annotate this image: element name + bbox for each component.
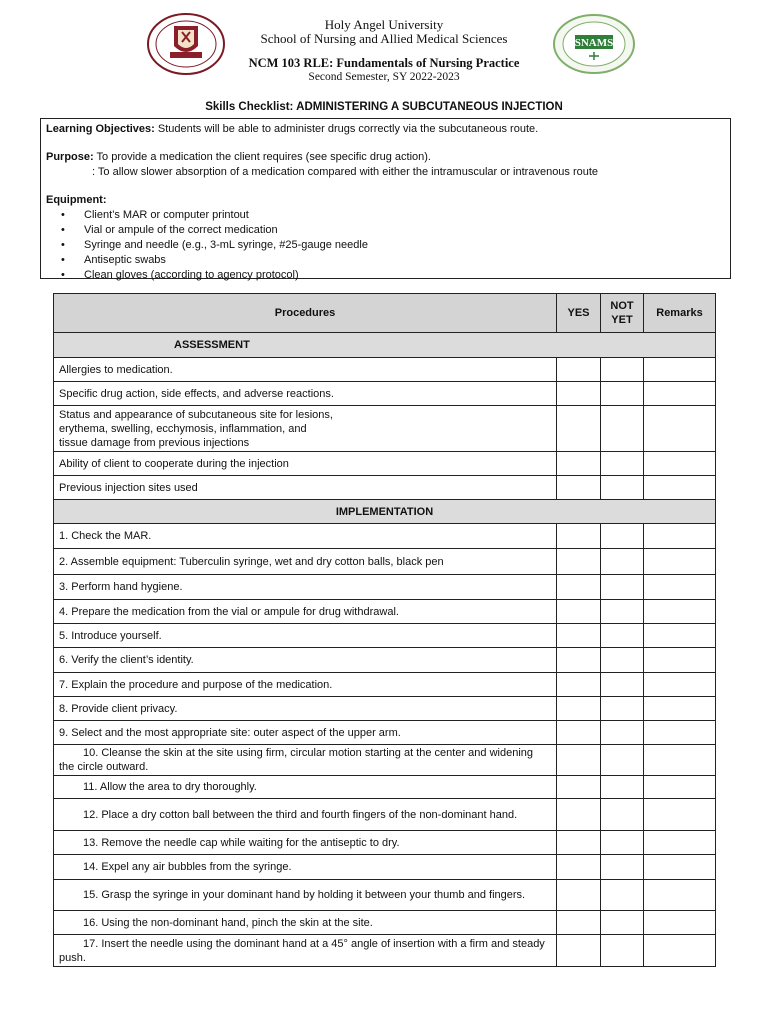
yes-cell[interactable] [557,697,601,721]
table-row [54,406,716,452]
table-row [54,524,716,549]
not-yet-cell[interactable] [601,549,644,575]
procedure-text: 5. Introduce yourself. [54,624,557,648]
remarks-cell[interactable] [644,880,716,911]
remarks-cell[interactable] [644,524,716,549]
table-row [54,880,716,911]
not-yet-cell[interactable] [601,624,644,648]
equipment-list [46,208,725,283]
checklist-title: Skills Checklist: ADMINISTERING A SUBCUTANEOUS INJECTION [205,101,563,113]
procedure-text: 11. Allow the area to dry thoroughly. [54,776,557,799]
not-yet-cell[interactable] [601,358,644,382]
remarks-cell[interactable] [644,600,716,624]
yes-cell[interactable] [557,745,601,776]
procedure-text: 15. Grasp the syringe in your dominant hand by holding it between your thumb and fingers. [54,880,557,911]
table-row [54,799,716,831]
not-yet-cell[interactable] [601,476,644,500]
school-name: School of Nursing and Allied Medical Sciences [260,31,508,46]
procedure-text: 13. Remove the needle cap while waiting for the antiseptic to dry. [54,831,557,855]
yes-cell[interactable] [557,406,601,452]
procedure-text: 1. Check the MAR. [54,524,557,549]
course-title: NCM 103 RLE: Fundamentals of Nursing Practice [248,56,520,70]
table-row [54,831,716,855]
not-yet-cell[interactable] [601,935,644,967]
procedure-text: 3. Perform hand hygiene. [54,575,557,600]
table-row [54,855,716,880]
table-row [54,452,716,476]
yes-cell[interactable] [557,549,601,575]
header-remarks: Remarks [644,294,716,333]
table-row [54,648,716,673]
remarks-cell[interactable] [644,911,716,935]
purpose-line-2: : To allow slower absorption of a medication compared with either the intramuscular or intravenous route [92,166,599,178]
not-yet-cell[interactable] [601,776,644,799]
header-procedures: Procedures [54,294,557,333]
header-yes: YES [557,294,601,333]
procedure-text: Allergies to medication. [54,358,557,382]
remarks-cell[interactable] [644,673,716,697]
equipment-item: • Vial or ampule of the correct medication [46,223,725,238]
procedure-text: 7. Explain the procedure and purpose of the medication. [54,673,557,697]
remarks-cell[interactable] [644,575,716,600]
section-row-assessment: ASSESSMENT [54,333,716,358]
yes-cell[interactable] [557,624,601,648]
not-yet-cell[interactable] [601,855,644,880]
equipment-item: • Clean gloves (according to agency protocol) [46,268,725,283]
not-yet-cell[interactable] [601,831,644,855]
remarks-cell[interactable] [644,382,716,406]
table-row [54,673,716,697]
not-yet-cell[interactable] [601,406,644,452]
yes-cell[interactable] [557,673,601,697]
equipment-item: • Syringe and needle (e.g., 3-mL syringe, #25-gauge needle [46,238,725,253]
table-row [54,721,716,745]
table-row [54,697,716,721]
table-row [54,575,716,600]
yes-cell[interactable] [557,382,601,406]
remarks-cell[interactable] [644,745,716,776]
procedure-text: Status and appearance of subcutaneous site for lesions, erythema, swelling, ecchymosis, inflammation, and tissue damage from previous injections [54,406,557,452]
table-row [54,382,716,406]
table-row [54,624,716,648]
procedure-text: Specific drug action, side effects, and adverse reactions. [54,382,557,406]
procedure-text: 16. Using the non-dominant hand, pinch the skin at the site. [54,911,557,935]
yes-cell[interactable] [557,935,601,967]
yes-cell[interactable] [557,575,601,600]
not-yet-cell[interactable] [601,799,644,831]
yes-cell[interactable] [557,524,601,549]
not-yet-cell[interactable] [601,745,644,776]
remarks-cell[interactable] [644,855,716,880]
remarks-cell[interactable] [644,776,716,799]
remarks-cell[interactable] [644,831,716,855]
learning-objectives: Learning Objectives: Students will be able to administer drugs correctly via the subcutaneous route. [46,123,539,135]
procedure-text: 9. Select and the most appropriate site: outer aspect of the upper arm. [54,721,557,745]
not-yet-cell[interactable] [601,697,644,721]
equipment-item: • Antiseptic swabs [46,253,725,268]
table-row [54,476,716,500]
remarks-cell[interactable] [644,624,716,648]
procedure-text: 8. Provide client privacy. [54,697,557,721]
table-row [54,358,716,382]
remarks-cell[interactable] [644,358,716,382]
yes-cell[interactable] [557,600,601,624]
table-row [54,911,716,935]
not-yet-cell[interactable] [601,880,644,911]
remarks-cell[interactable] [644,935,716,967]
procedure-text: 6. Verify the client’s identity. [54,648,557,673]
remarks-cell[interactable] [644,799,716,831]
procedure-text: Ability of client to cooperate during the injection [54,452,557,476]
table-row [54,935,716,967]
remarks-cell[interactable] [644,648,716,673]
remarks-cell[interactable] [644,476,716,500]
procedure-text: 12. Place a dry cotton ball between the third and fourth fingers of the non-dominant hand. [54,799,557,831]
not-yet-cell[interactable] [601,452,644,476]
equipment-label: Equipment: [46,194,107,206]
yes-cell[interactable] [557,799,601,831]
not-yet-cell[interactable] [601,575,644,600]
table-row [54,776,716,799]
remarks-cell[interactable] [644,697,716,721]
university-name: Holy Angel University [324,17,444,32]
yes-cell[interactable] [557,776,601,799]
yes-cell[interactable] [557,648,601,673]
not-yet-cell[interactable] [601,911,644,935]
procedure-text: 2. Assemble equipment: Tuberculin syringe, wet and dry cotton balls, black pen [54,549,557,575]
remarks-cell[interactable] [644,406,716,452]
yes-cell[interactable] [557,880,601,911]
objectives-box [40,118,731,279]
equipment-item: • Client’s MAR or computer printout [46,208,725,223]
yes-cell[interactable] [557,358,601,382]
procedure-text: 14. Expel any air bubbles from the syringe. [54,855,557,880]
yes-cell[interactable] [557,855,601,880]
remarks-cell[interactable] [644,452,716,476]
yes-cell[interactable] [557,911,601,935]
not-yet-cell[interactable] [601,673,644,697]
svg-text:SNAMS: SNAMS [574,37,614,49]
header-not-yet: NOT YET [601,294,644,333]
procedure-text: 10. Cleanse the skin at the site using firm, circular motion starting at the center and widening the circle outward. [54,745,557,776]
procedure-text: 4. Prepare the medication from the vial or ampule for drug withdrawal. [54,600,557,624]
not-yet-cell[interactable] [601,524,644,549]
yes-cell[interactable] [557,476,601,500]
skills-checklist-table [53,293,716,967]
yes-cell[interactable] [557,831,601,855]
yes-cell[interactable] [557,452,601,476]
table-row [54,549,716,575]
table-row [54,745,716,776]
not-yet-cell[interactable] [601,600,644,624]
remarks-cell[interactable] [644,549,716,575]
semester-label: Second Semester, SY 2022-2023 [308,71,460,83]
not-yet-cell[interactable] [601,648,644,673]
table-row [54,600,716,624]
purpose: Purpose: To provide a medication the client requires (see specific drug action). [46,151,431,163]
not-yet-cell[interactable] [601,382,644,406]
not-yet-cell[interactable] [601,721,644,745]
yes-cell[interactable] [557,721,601,745]
procedure-text: Previous injection sites used [54,476,557,500]
table-header-row [54,294,716,333]
remarks-cell[interactable] [644,721,716,745]
section-row-implementation: IMPLEMENTATION [54,500,716,524]
procedure-text: 17. Insert the needle using the dominant hand at a 45° angle of insertion with a firm and steady push. [54,935,557,967]
